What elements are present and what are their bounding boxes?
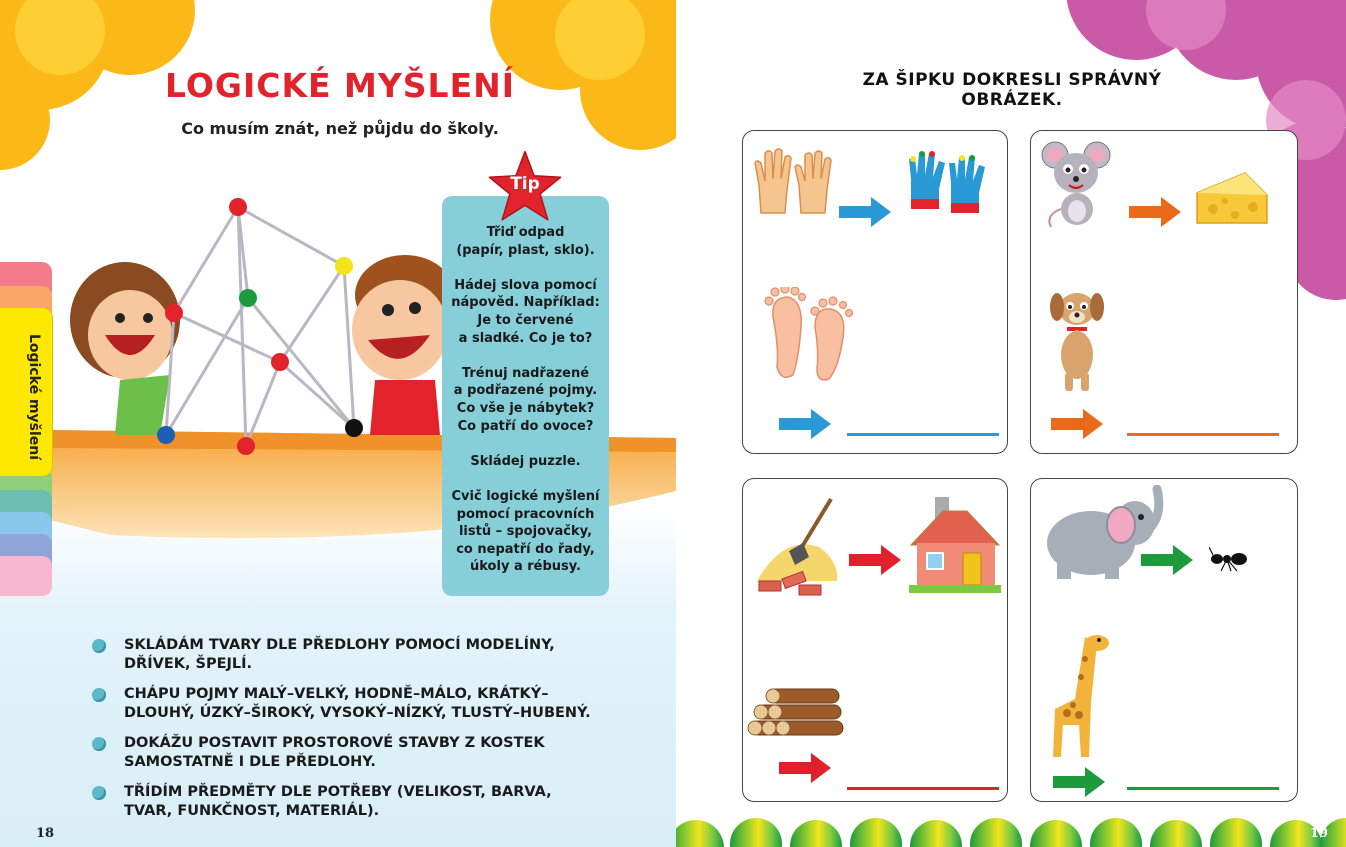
bullet-dot-icon bbox=[92, 786, 106, 800]
exercise-panel-mouse bbox=[1030, 130, 1298, 454]
side-tab-label: Logické myšlení bbox=[26, 333, 42, 461]
page-number-left: 18 bbox=[36, 826, 55, 841]
tip-text: Třiď odpad (papír, plast, sklo). Hádej slova pomocí nápověd. Například: Je to červené a sladké. Co je to? Trénuj nadřazené a podřazené pojmy. Co vše je nábytek? Co patří do ovoce? Skládej puzzle. Cvič logické myšlení pomocí pracovních listů – spojovačky, co nepatří do řady, úkoly a rébusy. bbox=[451, 225, 600, 575]
ant-icon bbox=[1209, 547, 1249, 573]
list-item: TŘÍDÍM PŘEDMĚTY DLE POTŘEBY (VELIKOST, BARVA, TVAR, FUNKČNOST, MATERIÁL). bbox=[90, 783, 600, 821]
gloves-icon bbox=[907, 149, 987, 219]
logs-icon bbox=[747, 685, 847, 741]
arrow-right-icon bbox=[1051, 409, 1103, 439]
right-page bbox=[676, 0, 1346, 847]
arrow-right-icon bbox=[779, 753, 831, 783]
page-subtitle: Co musím znát, než půjdu do školy. bbox=[181, 119, 499, 138]
arrow-right-icon bbox=[1141, 545, 1193, 575]
answer-line[interactable] bbox=[1127, 433, 1279, 436]
page-number-right: 19 bbox=[1309, 826, 1328, 841]
arrow-right-icon bbox=[779, 409, 831, 439]
list-item: SKLÁDÁM TVARY DLE PŘEDLOHY POMOCÍ MODELÍNY, DŘÍVEK, ŠPEJLÍ. bbox=[90, 636, 600, 674]
house-icon bbox=[907, 495, 1003, 595]
tip-box bbox=[442, 196, 609, 596]
page-title: LOGICKÉ MYŠLENÍ bbox=[164, 66, 516, 105]
arrow-right-icon bbox=[839, 197, 891, 227]
bullet-dot-icon bbox=[92, 688, 106, 702]
exercise-panel-house bbox=[742, 478, 1008, 802]
bullet-dot-icon bbox=[92, 639, 106, 653]
answer-line[interactable] bbox=[1127, 787, 1279, 790]
rainbow-cloud-decoration bbox=[676, 818, 1346, 847]
dog-icon bbox=[1047, 289, 1107, 395]
exercise-instruction: ZA ŠIPKU DOKRESLI SPRÁVNÝ OBRÁZEK. bbox=[862, 70, 1162, 110]
skills-list bbox=[90, 636, 600, 832]
answer-line[interactable] bbox=[847, 787, 999, 790]
bullet-dot-icon bbox=[92, 737, 106, 751]
tab-strip-pink bbox=[0, 556, 52, 596]
side-tab-strip bbox=[0, 262, 52, 596]
list-item: CHÁPU POJMY MALÝ–VELKÝ, HODNĚ–MÁLO, KRÁTKÝ–DLOUHÝ, ÚZKÝ–ŠIROKÝ, VYSOKÝ–NÍZKÝ, TLUSTÝ–HUBENÝ. bbox=[90, 685, 600, 723]
feet-icon bbox=[763, 287, 853, 387]
mouse-icon bbox=[1041, 139, 1111, 229]
arrow-right-icon bbox=[1053, 767, 1105, 797]
list-item: DOKÁŽU POSTAVIT PROSTOROVÉ STAVBY Z KOSTEK SAMOSTATNĚ I DLE PŘEDLOHY. bbox=[90, 734, 600, 772]
cheese-icon bbox=[1195, 171, 1269, 225]
tip-label: Tip bbox=[510, 174, 540, 194]
arrow-right-icon bbox=[849, 545, 901, 575]
arrow-right-icon bbox=[1129, 197, 1181, 227]
hands-icon bbox=[753, 145, 833, 215]
boy-icon bbox=[352, 255, 455, 435]
exercise-panel-hands bbox=[742, 130, 1008, 454]
giraffe-icon bbox=[1045, 629, 1111, 759]
answer-line[interactable] bbox=[847, 433, 999, 436]
bricks-sand-icon bbox=[753, 495, 841, 599]
girl-icon bbox=[70, 262, 180, 435]
exercise-panel-elephant bbox=[1030, 478, 1298, 802]
